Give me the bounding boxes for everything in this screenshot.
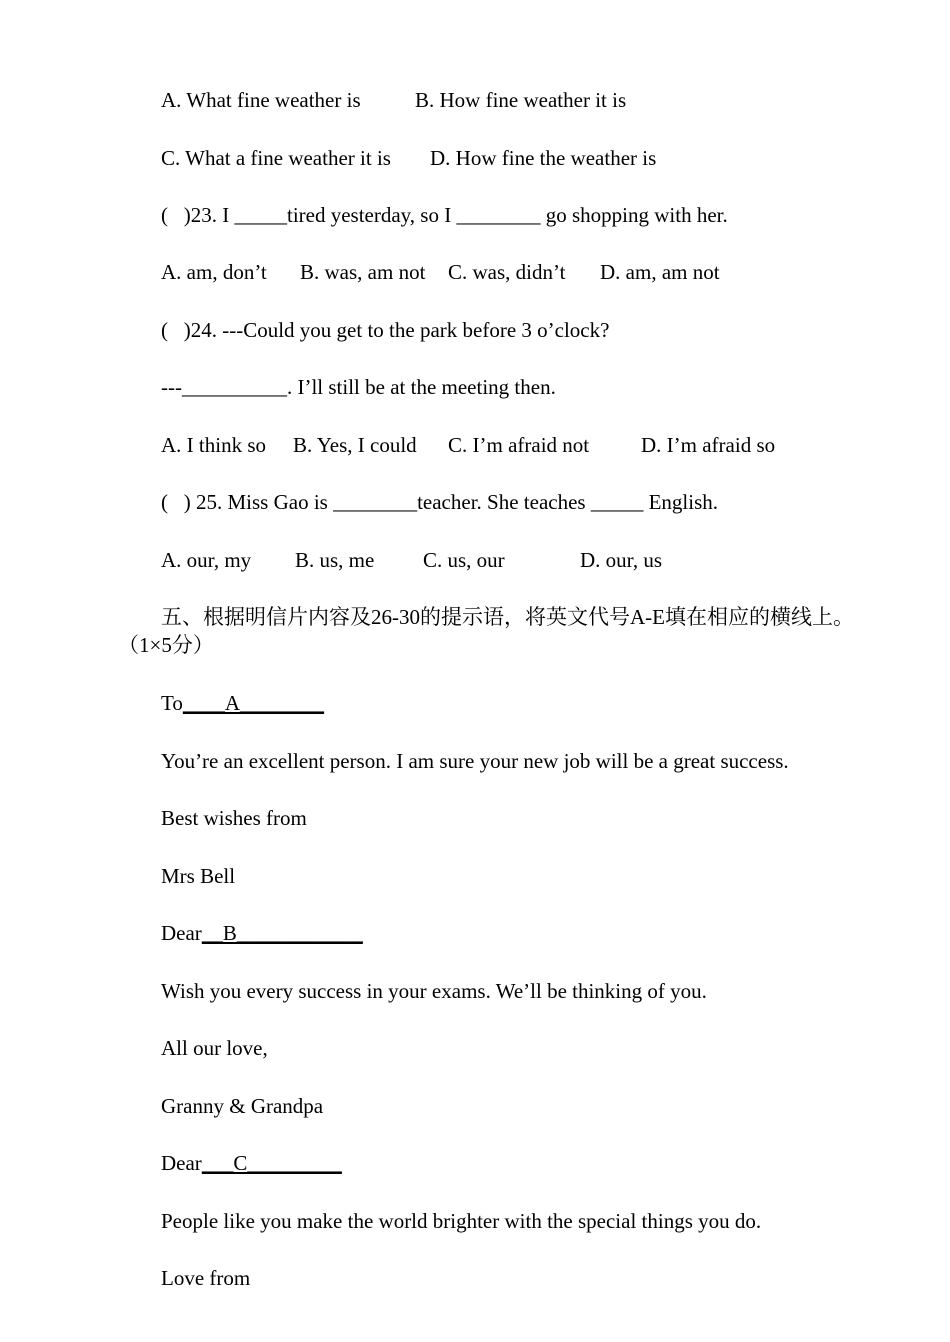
q24-reply: ---__________. I’ll still be at the meeting then. bbox=[161, 375, 556, 399]
card2-closing: All our love, bbox=[161, 1036, 268, 1060]
q25-options bbox=[161, 547, 861, 573]
q22-option-c: C. What a fine weather it is bbox=[161, 146, 391, 170]
card2-body: Wish you every success in your exams. We’ll be thinking of you. bbox=[161, 979, 707, 1003]
q23-option-c: C. was, didn’t bbox=[448, 260, 566, 284]
q22-options-row-1 bbox=[161, 87, 861, 113]
q24-option-c: C. I’m afraid not bbox=[448, 433, 590, 457]
q23-option-d: D. am, am not bbox=[600, 260, 720, 284]
q23-option-b: B. was, am not bbox=[300, 260, 426, 284]
card1-sender: Mrs Bell bbox=[161, 864, 236, 888]
card3-closing: Love from bbox=[161, 1266, 251, 1290]
card2-dear-prefix: Dear bbox=[161, 921, 202, 945]
card3-body: People like you make the world brighter with the special things you do. bbox=[161, 1209, 762, 1233]
q22-options-row-2 bbox=[161, 145, 861, 171]
q25-stem: ( ) 25. Miss Gao is ________teacher. She teaches _____ English. bbox=[161, 490, 718, 514]
q23-option-a: A. am, don’t bbox=[161, 260, 267, 284]
q25-option-b: B. us, me bbox=[295, 548, 375, 572]
card1-body: You’re an excellent person. I am sure your new job will be a great success. bbox=[161, 749, 789, 773]
card1-to-prefix: To bbox=[161, 691, 183, 715]
card3-dear-blank: ___C_________ bbox=[201, 1151, 342, 1175]
q23-options bbox=[161, 259, 861, 285]
q24-option-d: D. I’m afraid so bbox=[641, 433, 776, 457]
card2-dear-blank: __B____________ bbox=[201, 921, 363, 945]
section-5-heading: 五、根据明信片内容及26-30的提示语，将英文代号A-E填在相应的横线上。（1×5分） bbox=[118, 605, 854, 657]
card1-closing: Best wishes from bbox=[161, 806, 307, 830]
card2-dear-line bbox=[161, 920, 363, 946]
card2-sender: Granny & Grandpa bbox=[161, 1094, 324, 1118]
q24-option-b: B. Yes, I could bbox=[293, 433, 417, 457]
card3-dear-prefix: Dear bbox=[161, 1151, 202, 1175]
q24-options bbox=[161, 432, 861, 458]
q22-option-b: B. How fine weather it is bbox=[415, 88, 627, 112]
card1-to-line bbox=[161, 690, 324, 716]
q25-option-c: C. us, our bbox=[423, 548, 505, 572]
card1-to-blank: ____A________ bbox=[182, 691, 325, 715]
q22-option-d: D. How fine the weather is bbox=[430, 146, 657, 170]
q22-option-a: A. What fine weather is bbox=[161, 88, 361, 112]
q24-option-a: A. I think so bbox=[161, 433, 266, 457]
q25-option-a: A. our, my bbox=[161, 548, 252, 572]
q24-stem: ( )24. ---Could you get to the park before 3 o’clock? bbox=[161, 318, 610, 342]
q25-option-d: D. our, us bbox=[580, 548, 662, 572]
card3-dear-line bbox=[161, 1150, 342, 1176]
q23-stem: ( )23. I _____tired yesterday, so I ________ go shopping with her. bbox=[161, 203, 728, 227]
